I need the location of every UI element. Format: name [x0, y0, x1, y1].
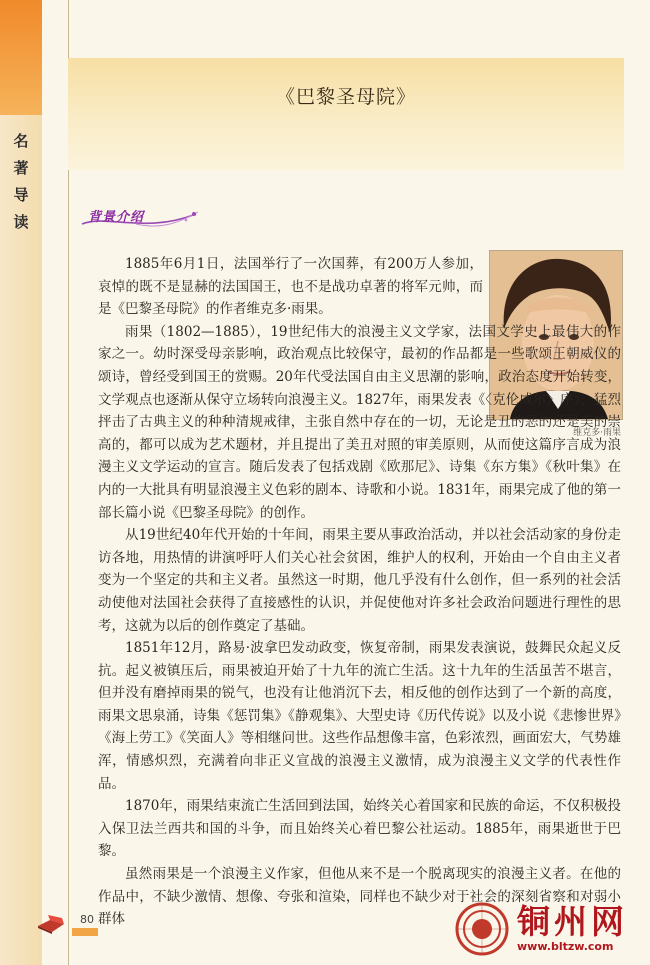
watermark-name: 铜州网	[517, 902, 628, 941]
paragraph: 虽然雨果是一个浪漫主义作家，但他从来不是一个脱离现实的浪漫主义者。在他的作品中，不缺少激情、想像、夸张和渲染，同样也不缺少对于社会的深刻省察和对弱小群体	[98, 866, 621, 928]
paragraph: 雨果（1802—1885），19世纪伟大的浪漫主义文学家，法国文学史上最伟大的作家之一。幼时深受母亲影响，政治观点比较保守，最初的作品都是一些歌颂王朝威仪的颂诗，曾经受到国王的赏赐。20年代受法国自由主义思潮的影响，政治态度开始转变，文学观点也逐渐从保守立场转向浪漫主义。1827年，雨果发表《〈克伦威尔〉序》，猛烈抨击了古典主义的种种清规戒律，主张自然中存在的一切，无论是丑的恶的还是美的崇高的，都可以成为艺术题材，并且提出了美丑对照的审美原则，从而使这篇序言成为浪漫主义文学运动的宣言。随后发表了包括戏剧《欧那尼》、诗集《东方集》《秋叶集》在内的一大批具有明显浪漫主义色彩的剧本、诗歌和小说。1831年，雨果完成了他的第一部长篇小说《巴黎圣母院》的创作。	[98, 323, 621, 521]
section-heading	[76, 200, 206, 232]
paragraph: 从19世纪40年代开始的十年间，雨果主要从事政治活动，并以社会活动家的身份走访各地，用热情的讲演呼吁人们关心社会贫困，维护人的权利，开始由一个自由主义者变为一个坚定的共和主义者。虽然这一时期，他几乎没有什么创作，但一系列的社会活动使他对法国社会获得了直接感性的认识，并促使他对许多社会政治问题进行理性的思考，这就为以后的创作奠定了基础。	[98, 527, 621, 634]
paragraph: 1885年6月1日，法国举行了一次国葬，有200万人参加，哀悼的既不是显赫的法国国王，也不是战功卓著的将军元帅，而是《巴黎圣母院》的作者维克多·雨果。	[98, 256, 483, 318]
paragraph: 1851年12月，路易·波拿巴发动政变，恢复帝制，雨果发表演说，鼓舞民众起义反抗。起义被镇压后，雨果被迫开始了十九年的流亡生活。这十九年的生活虽苦不堪言，但并没有磨掉雨果的锐气，也没有让他消沉下去，相反他的创作达到了一个新的高度，雨果文思泉涌，诗集《惩罚集》《静观集》、大型史诗《历代传说》以及小说《悲惨世界》《海上劳工》《笑面人》等相继问世。这些作品想像丰富，色彩浓烈，画面宏大，气势雄浑，情感炽烈，充满着向非正义宣战的浪漫主义激情，成为浪漫主义文学的代表性作品。	[98, 640, 621, 792]
page-title: 《巴黎圣母院》	[275, 86, 416, 108]
side-label-char: 导	[13, 186, 29, 204]
side-accent-bar	[0, 0, 42, 115]
page-number: 80	[80, 913, 94, 926]
side-label-char: 著	[13, 159, 29, 177]
page-number-strip	[72, 928, 98, 936]
watermark	[455, 896, 645, 960]
article-body	[98, 253, 621, 931]
side-label-char: 读	[13, 213, 29, 231]
section-label: 背景介绍	[88, 210, 145, 225]
side-label-char: 名	[13, 132, 29, 150]
title-banner	[68, 58, 624, 170]
side-section-label	[9, 128, 33, 236]
book-icon	[36, 912, 66, 934]
paragraph: 1870年，雨果结束流亡生活回到法国，始终关心着国家和民族的命运，不仅积极投入保卫法兰西共和国的斗争，而且始终关心着巴黎公社运动。1885年，雨果逝世于巴黎。	[98, 798, 621, 860]
portrait-caption: 维克多·雨果	[573, 428, 621, 438]
watermark-url: www.bltzw.com	[517, 940, 614, 953]
seal-logo-icon	[455, 902, 509, 956]
